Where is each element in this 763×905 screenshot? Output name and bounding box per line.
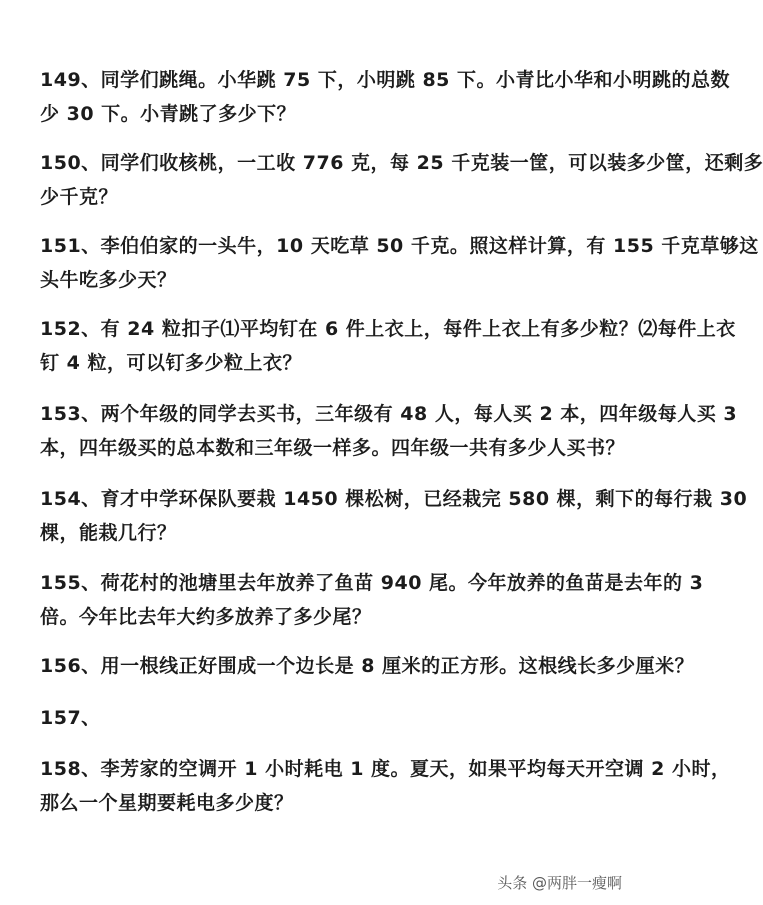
problem-line: 149、同学们跳绳。小华跳 75 下，小明跳 85 下。小青比小华和小明跳的总数: [40, 69, 731, 91]
problem-157: [40, 701, 615, 735]
problem-line: 那么一个星期要耗电多少度？: [40, 792, 294, 814]
problem-line: 157、: [40, 707, 101, 729]
watermark: 头条 @两胖一瘦啊: [497, 874, 622, 892]
problem-156: [40, 649, 695, 683]
problem-line: 150、同学们收核桃，一工收 776 克，每 25 千克装一筐，可以装多少筐，还剩多: [40, 152, 763, 174]
problem-line: 钉 4 粒，可以钉多少粒上衣？: [40, 352, 302, 374]
problem-line: 倍。今年比去年大约多放养了多少尾？: [40, 606, 372, 628]
problem-line: 少 30 下。小青跳了多少下？: [40, 103, 297, 125]
problem-158: [40, 752, 731, 820]
problem-line: 155、荷花村的池塘里去年放养了鱼苗 940 尾。今年放养的鱼苗是去年的 3: [40, 572, 704, 594]
problem-line: 156、用一根线正好围成一个边长是 8 厘米的正方形。这根线长多少厘米？: [40, 655, 695, 677]
problem-152: [40, 312, 736, 380]
problem-150: [40, 146, 763, 214]
problem-149: [40, 63, 731, 131]
problem-line: 153、两个年级的同学去买书，三年级有 48 人，每人买 2 本，四年级每人买 3: [40, 403, 738, 425]
problem-line: 158、李芳家的空调开 1 小时耗电 1 度。夏天，如果平均每天开空调 2 小时，: [40, 758, 731, 780]
problem-line: 154、育才中学环保队要栽 1450 棵松树，已经栽完 580 棵，剩下的每行栽 30: [40, 488, 748, 510]
problem-line: 152、有 24 粒扣子⑴平均钉在 6 件上衣上，每件上衣上有多少粒？⑵每件上衣: [40, 318, 736, 340]
problem-line: 本，四年级买的总本数和三年级一样多。四年级一共有多少人买书？: [40, 437, 626, 459]
problem-line: 头牛吃多少天？: [40, 269, 177, 291]
problem-153: [40, 397, 738, 465]
problem-line: 棵，能栽几行？: [40, 522, 177, 544]
problem-151: [40, 229, 759, 297]
problem-155: [40, 566, 704, 634]
problem-line: 少千克？: [40, 186, 119, 208]
problem-line: 151、李伯伯家的一头牛，10 天吃草 50 千克。照这样计算，有 155 千克草够这: [40, 235, 759, 257]
problem-154: [40, 482, 748, 550]
